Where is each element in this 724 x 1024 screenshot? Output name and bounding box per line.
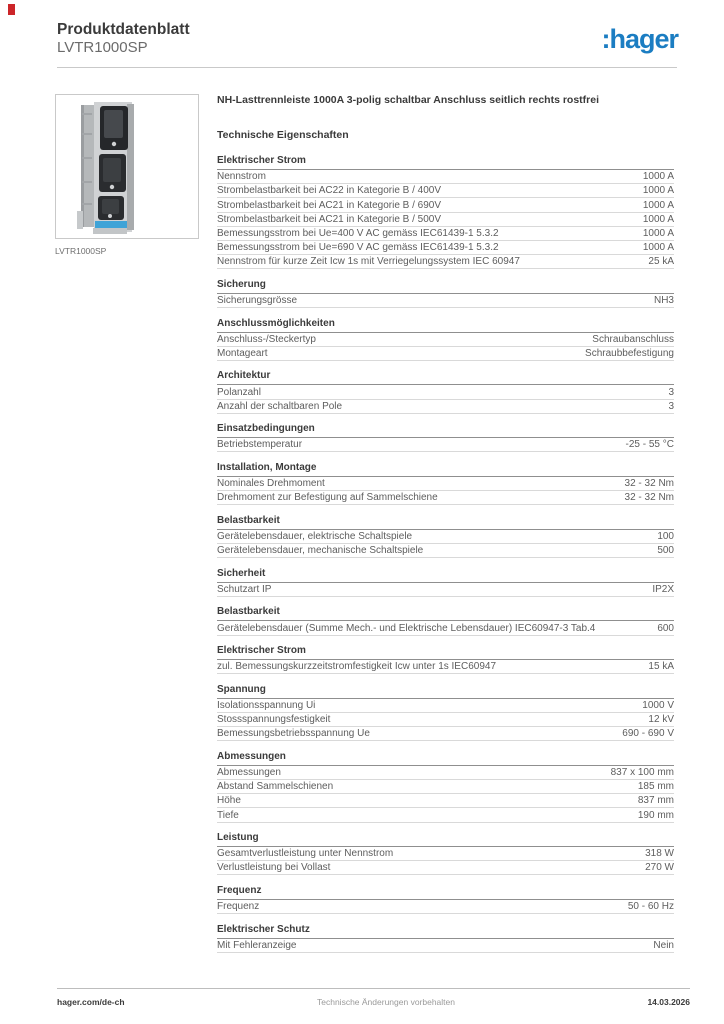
spec-section (217, 155, 674, 269)
spec-row (217, 333, 674, 347)
spec-row (217, 294, 674, 308)
spec-row-value: 500 (657, 545, 674, 557)
tech-properties-heading: Technische Eigenschaften (217, 129, 349, 141)
spec-row-value: 690 - 690 V (622, 728, 674, 740)
spec-row-value: 32 - 32 Nm (624, 492, 674, 504)
spec-section (217, 515, 674, 558)
spec-row-label: Verlustleistung bei Vollast (217, 862, 331, 874)
spec-row-value: 12 kV (648, 714, 674, 726)
spec-sections (217, 155, 674, 953)
spec-row (217, 544, 674, 558)
spec-row-label: Anzahl der schaltbaren Pole (217, 400, 343, 412)
spec-section-rows (217, 939, 674, 953)
page-header (57, 20, 190, 57)
spec-row-label: Höhe (217, 795, 241, 807)
spec-row-label: Nominales Drehmoment (217, 478, 325, 490)
spec-section (217, 924, 674, 953)
spec-row (217, 713, 674, 727)
spec-row (217, 939, 674, 953)
spec-row-value: 185 mm (637, 781, 674, 793)
spec-row-value: 837 x 100 mm (610, 767, 674, 778)
spec-section-rows (217, 438, 674, 452)
spec-section (217, 684, 674, 742)
spec-row-value: 25 kA (648, 256, 674, 268)
spec-section-rows (217, 385, 674, 413)
spec-row-value: 318 W (645, 848, 674, 860)
spec-row-label: Strombelastbarkeit bei AC22 in Kategorie B / 400V (217, 185, 442, 197)
spec-row-value: 1000 A (642, 227, 674, 239)
spec-section-title: Architektur (217, 370, 674, 385)
spec-row (217, 198, 674, 212)
footer-website-link[interactable]: hager.com/de-ch (57, 997, 125, 1007)
spec-row (217, 794, 674, 808)
spec-row-label: Tiefe (217, 809, 239, 821)
spec-row-label: Bemessungsstrom bei Ue=400 V AC gemäss IEC61439-1 5.3.2 (217, 227, 499, 239)
spec-row-label: Anschluss-/Steckertyp (217, 333, 316, 345)
spec-section (217, 751, 674, 823)
spec-row-label: Montageart (217, 347, 268, 359)
main-content (217, 94, 674, 962)
spec-row-label: Bemessungsstrom bei Ue=690 V AC gemäss IEC61439-1 5.3.2 (217, 242, 499, 254)
spec-row-label: Nennstrom für kurze Zeit Icw 1s mit Verriegelungssystem IEC 60947 (217, 256, 520, 268)
spec-row (217, 184, 674, 198)
spec-section-title: Sicherheit (217, 568, 674, 583)
spec-row-label: Gesamtverlustleistung unter Nennstrom (217, 848, 394, 860)
page-edge-red-mark (8, 4, 15, 15)
spec-row (217, 227, 674, 241)
product-description: NH-Lasttrennleiste 1000A 3-polig schaltbar Anschluss seitlich rechts rostfrei (217, 94, 600, 106)
spec-row-value: 32 - 32 Nm (624, 478, 674, 490)
spec-row (217, 255, 674, 269)
spec-row-value: Nein (653, 939, 674, 951)
spec-section (217, 885, 674, 914)
spec-row (217, 213, 674, 227)
spec-row-value: 1000 V (642, 699, 674, 711)
spec-section-rows (217, 294, 674, 308)
hager-logo: :hager (601, 24, 678, 54)
header-divider (57, 67, 677, 68)
spec-section-rows (217, 530, 674, 558)
spec-section-rows (217, 660, 674, 674)
spec-row-value: 1000 A (642, 242, 674, 254)
spec-section (217, 832, 674, 875)
spec-section-title: Elektrischer Schutz (217, 924, 674, 939)
spec-row-value: Schraubbefestigung (585, 347, 674, 359)
spec-row-value: 1000 A (642, 213, 674, 225)
spec-row-value: 3 (668, 400, 674, 412)
spec-row-value: 3 (668, 386, 674, 398)
footer-disclaimer: Technische Änderungen vorbehalten (317, 997, 455, 1007)
spec-section-title: Elektrischer Strom (217, 155, 674, 170)
product-figure (55, 94, 199, 256)
spec-section-rows (217, 699, 674, 742)
spec-row (217, 530, 674, 544)
spec-section-title: Elektrischer Strom (217, 645, 674, 660)
spec-row-label: Strombelastbarkeit bei AC21 in Kategorie B / 500V (217, 213, 442, 225)
spec-section-title: Belastbarkeit (217, 515, 674, 530)
spec-section-rows (217, 900, 674, 914)
spec-row (217, 861, 674, 875)
spec-row-value: 15 kA (648, 661, 674, 673)
spec-section-title: Spannung (217, 684, 674, 699)
spec-row-label: Mit Fehleranzeige (217, 939, 297, 951)
spec-section-title: Anschlussmöglichkeiten (217, 318, 674, 333)
spec-row (217, 808, 674, 822)
footer-date: 14.03.2026 (647, 997, 690, 1007)
spec-row-label: Schutzart IP (217, 583, 272, 595)
spec-row-value: 1000 A (642, 199, 674, 211)
spec-section (217, 370, 674, 413)
spec-section (217, 645, 674, 674)
spec-row-value: Schraubanschluss (592, 333, 674, 345)
spec-row-label: Bemessungsbetriebsspannung Ue (217, 728, 370, 740)
spec-row-value: -25 - 55 °C (625, 439, 674, 451)
spec-row (217, 438, 674, 452)
spec-row-value: 1000 A (642, 171, 674, 183)
spec-row (217, 727, 674, 741)
spec-row-label: Betriebstemperatur (217, 439, 303, 451)
spec-row (217, 900, 674, 914)
spec-section-title: Sicherung (217, 279, 674, 294)
product-image-frame (55, 94, 199, 239)
spec-row-value: IP2X (652, 583, 674, 595)
spec-row-label: Isolationsspannung Ui (217, 699, 316, 711)
spec-row-label: Gerätelebensdauer, elektrische Schaltspiele (217, 531, 413, 542)
spec-row-label: Nennstrom (217, 171, 266, 183)
spec-row-label: Abmessungen (217, 767, 281, 778)
spec-row-value: NH3 (653, 295, 674, 306)
spec-row-value: 50 - 60 Hz (627, 901, 674, 913)
spec-row (217, 385, 674, 399)
spec-row-value: 270 W (645, 862, 674, 874)
spec-row-value: 1000 A (642, 185, 674, 197)
spec-row (217, 780, 674, 794)
spec-row (217, 477, 674, 491)
spec-row-label: Abstand Sammelschienen (217, 781, 334, 793)
spec-row (217, 847, 674, 861)
spec-row-value: 190 mm (637, 809, 674, 821)
spec-row-value: 837 mm (637, 795, 674, 807)
spec-row (217, 347, 674, 361)
spec-row-label: Strombelastbarkeit bei AC21 in Kategorie B / 690V (217, 199, 442, 211)
spec-row-value: 100 (657, 531, 674, 542)
spec-section-title: Frequenz (217, 885, 674, 900)
spec-row (217, 699, 674, 713)
spec-row (217, 400, 674, 414)
spec-row (217, 170, 674, 184)
spec-section-rows (217, 333, 674, 361)
spec-section (217, 423, 674, 452)
spec-section (217, 568, 674, 597)
spec-row-value: 600 (657, 622, 674, 634)
spec-row-label: Gerätelebensdauer, mechanische Schaltspiele (217, 545, 424, 557)
spec-row-label: Frequenz (217, 901, 260, 913)
spec-section-title: Belastbarkeit (217, 606, 674, 621)
spec-section-rows (217, 766, 674, 823)
page-footer (57, 997, 690, 1007)
spec-row-label: Stossspannungsfestigkeit (217, 714, 331, 726)
product-photo (63, 99, 191, 235)
page-title: Produktdatenblatt (57, 21, 190, 38)
spec-section (217, 462, 674, 505)
spec-row-label: Gerätelebensdauer (Summe Mech.- und Elektrische Lebensdauer) IEC60947-3 Tab.4 (217, 622, 596, 634)
spec-section-title: Einsatzbedingungen (217, 423, 674, 438)
product-reference: LVTR1000SP (57, 39, 148, 56)
spec-row-label: zul. Bemessungskurzzeitstromfestigkeit Icw unter 1s IEC60947 (217, 661, 497, 673)
spec-section-title: Leistung (217, 832, 674, 847)
spec-row-label: Drehmoment zur Befestigung auf Sammelschiene (217, 492, 438, 504)
spec-row-label: Polanzahl (217, 386, 261, 398)
spec-section (217, 279, 674, 308)
spec-section-rows (217, 170, 674, 269)
spec-section (217, 606, 674, 635)
spec-section-rows (217, 847, 674, 875)
spec-section-title: Abmessungen (217, 751, 674, 766)
spec-row-label: Sicherungsgrösse (217, 295, 298, 306)
spec-row (217, 583, 674, 597)
spec-section-rows (217, 621, 674, 635)
spec-section-rows (217, 583, 674, 597)
product-image-caption: LVTR1000SP (55, 246, 107, 256)
spec-row (217, 241, 674, 255)
spec-row (217, 766, 674, 780)
spec-section-title: Installation, Montage (217, 462, 674, 477)
spec-row (217, 621, 674, 635)
spec-row (217, 660, 674, 674)
footer-divider (57, 988, 690, 989)
spec-row (217, 491, 674, 505)
spec-section-rows (217, 477, 674, 505)
spec-section (217, 318, 674, 361)
